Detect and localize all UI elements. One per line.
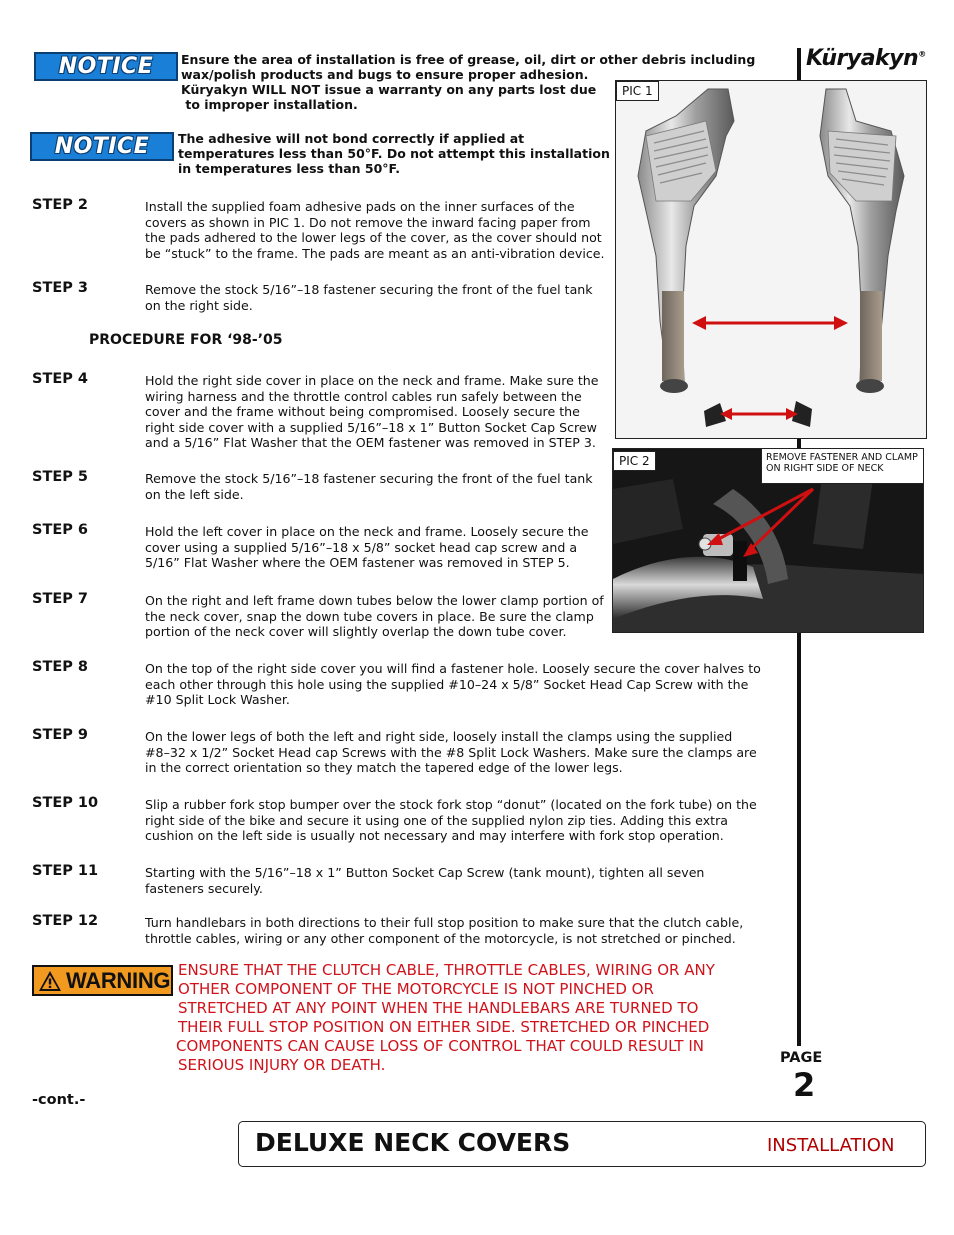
vertical-rule-bottom <box>797 632 801 1046</box>
notice-badge-2 <box>30 132 174 161</box>
step-line: right side cover with a supplied 5/16”–18 x 1” Button Socket Cap Screw <box>145 419 597 435</box>
notice-line: to improper installation. <box>181 97 358 112</box>
step-9-text <box>145 729 757 776</box>
step-line: portion of the neck cover will slightly overlap the down tube cover. <box>145 624 567 640</box>
step-line: right side of the bike and secure it using one of the supplied nylon zip ties. Adding this extra <box>145 812 728 828</box>
notice-text-2 <box>178 131 610 176</box>
step-line: covers as shown in PIC 1. Do not remove the inward facing paper from <box>145 214 591 230</box>
logo-text: Küryakyn <box>806 46 919 71</box>
step-line: and a 5/16” Flat Washer that the OEM fastener was removed in STEP 3. <box>145 435 596 451</box>
step-10-text <box>145 797 757 844</box>
continued-label: -cont.- <box>32 1092 86 1108</box>
warning-triangle-icon <box>38 970 62 992</box>
step-line: on the left side. <box>145 486 244 502</box>
notice-badge-label: NOTICE <box>54 134 150 159</box>
notice-line: The adhesive will not bond correctly if applied at <box>178 131 525 146</box>
step-line: cushion on the left side is usually not necessary and may interfere with fork stop operation. <box>145 828 724 844</box>
document-title: DELUXE NECK COVERS <box>255 1128 571 1157</box>
notice-badge-label: NOTICE <box>58 54 154 79</box>
warning-line: OTHER COMPONENT OF THE MOTORCYCLE IS NOT PINCHED OR <box>178 980 654 998</box>
step-11-text <box>145 865 704 896</box>
step-3-label: STEP 3 <box>32 280 89 296</box>
step-line: Slip a rubber fork stop bumper over the stock fork stop “donut” (located on the fork tube) on the <box>145 797 757 812</box>
notice-line: in temperatures less than 50°F. <box>178 161 400 176</box>
step-line: Hold the left cover in place on the neck and frame. Loosely secure the <box>145 524 589 539</box>
step-line: the pads adhered to the lower legs of the cover, as the cover should not <box>145 230 602 246</box>
step-2-label: STEP 2 <box>32 197 89 213</box>
step-line: wiring harness and the throttle control cables run safely between the <box>145 388 582 404</box>
step-2-text <box>145 199 605 261</box>
warning-badge <box>32 965 173 996</box>
warning-line: SERIOUS INJURY OR DEATH. <box>178 1056 386 1074</box>
step-line: Remove the stock 5/16”–18 fastener securing the front of the fuel tank <box>145 282 593 297</box>
step-line: Remove the stock 5/16”–18 fastener securing the front of the fuel tank <box>145 471 593 486</box>
procedure-heading: PROCEDURE FOR ‘98-’05 <box>89 332 283 348</box>
step-5-text <box>145 471 593 502</box>
warning-line: COMPONENTS CAN CAUSE LOSS OF CONTROL THAT COULD RESULT IN <box>176 1037 704 1055</box>
step-5-label: STEP 5 <box>32 469 89 485</box>
step-line: 5/16” Flat Washer where the OEM fastener was removed in STEP 5. <box>145 555 570 571</box>
pic1-photo <box>615 80 927 439</box>
step-4-label: STEP 4 <box>32 371 89 387</box>
step-9-label: STEP 9 <box>32 727 89 743</box>
step-10-label: STEP 10 <box>32 795 99 811</box>
step-line: Turn handlebars in both directions to their full stop position to make sure that the clutch cable, <box>145 915 744 930</box>
pic1-neck-covers-image <box>616 81 927 439</box>
step-8-label: STEP 8 <box>32 659 89 675</box>
callout-line: ON RIGHT SIDE OF NECK <box>766 463 884 474</box>
vertical-rule-top <box>797 48 801 80</box>
step-line: cover using a supplied 5/16”–18 x 5/8” socket head cap screw and a <box>145 539 578 555</box>
kuryakyn-logo <box>806 46 926 71</box>
logo-registered-mark: ® <box>918 49 926 59</box>
step-line: throttle cables, wiring or any other component of the motorcycle, is not stretched or pinched. <box>145 930 736 946</box>
step-line: the neck cover, snap the down tube covers in place. Be sure the clamp <box>145 608 594 624</box>
warning-text <box>178 961 768 1075</box>
step-line: be “stuck” to the frame. The pads are meant as an anti-vibration device. <box>145 245 605 261</box>
step-line: on the right side. <box>145 297 253 313</box>
step-12-label: STEP 12 <box>32 913 99 929</box>
pic2-callout <box>761 448 924 484</box>
step-line: On the right and left frame down tubes below the lower clamp portion of <box>145 593 604 608</box>
pic1-tag: PIC 1 <box>616 81 659 101</box>
notice-line: Küryakyn WILL NOT issue a warranty on any parts lost due <box>181 82 597 97</box>
notice-line: temperatures less than 50°F. Do not attempt this installation <box>178 146 610 161</box>
page-label: PAGE <box>780 1050 823 1066</box>
step-6-label: STEP 6 <box>32 522 89 538</box>
step-line: fasteners securely. <box>145 880 263 896</box>
step-line: #10 Split Lock Washer. <box>145 692 290 708</box>
step-line: On the lower legs of both the left and right side, loosely install the clamps using the supplied <box>145 729 733 744</box>
footer-title-box <box>238 1121 926 1167</box>
page-number: 2 <box>793 1066 816 1104</box>
warning-badge-label: WARNING <box>66 967 171 993</box>
step-line: On the top of the right side cover you will find a fastener hole. Loosely secure the cover halves to <box>145 661 761 676</box>
pic2-tag: PIC 2 <box>613 451 656 471</box>
step-3-text <box>145 282 593 313</box>
step-8-text <box>145 661 761 708</box>
step-line: Install the supplied foam adhesive pads on the inner surfaces of the <box>145 199 575 214</box>
warning-line: ENSURE THAT THE CLUTCH CABLE, THROTTLE CABLES, WIRING OR ANY <box>178 961 715 979</box>
step-7-label: STEP 7 <box>32 591 89 607</box>
step-line: Hold the right side cover in place on the neck and frame. Make sure the <box>145 373 599 388</box>
warning-line: STRETCHED AT ANY POINT WHEN THE HANDLEBARS ARE TURNED TO <box>178 999 699 1017</box>
step-line: Starting with the 5/16”–18 x 1” Button Socket Cap Screw (tank mount), tighten all seven <box>145 865 705 880</box>
document-subtitle: INSTALLATION <box>767 1135 895 1156</box>
callout-line: REMOVE FASTENER AND CLAMP <box>766 452 918 463</box>
step-7-text <box>145 593 604 640</box>
step-4-text <box>145 373 599 451</box>
notice-line: Ensure the area of installation is free of grease, oil, dirt or other debris including <box>181 52 756 67</box>
step-line: in the correct orientation so they match the tapered edge of the lower legs. <box>145 760 623 776</box>
step-line: cover and the frame without being compromised. Loosely secure the <box>145 404 580 420</box>
step-11-label: STEP 11 <box>32 863 99 879</box>
step-6-text <box>145 524 589 571</box>
warning-line: THEIR FULL STOP POSITION ON EITHER SIDE. STRETCHED OR PINCHED <box>178 1018 710 1036</box>
step-line: each other through this hole using the supplied #10–24 x 5/8” Socket Head Cap Screw with the <box>145 676 749 692</box>
notice-badge-1 <box>34 52 178 81</box>
notice-line: wax/polish products and bugs to ensure proper adhesion. <box>181 67 589 82</box>
step-line: #8–32 x 1/2” Socket Head cap Screws with the #8 Split Lock Washers. Make sure the clamps are <box>145 744 757 760</box>
step-12-text <box>145 915 743 946</box>
